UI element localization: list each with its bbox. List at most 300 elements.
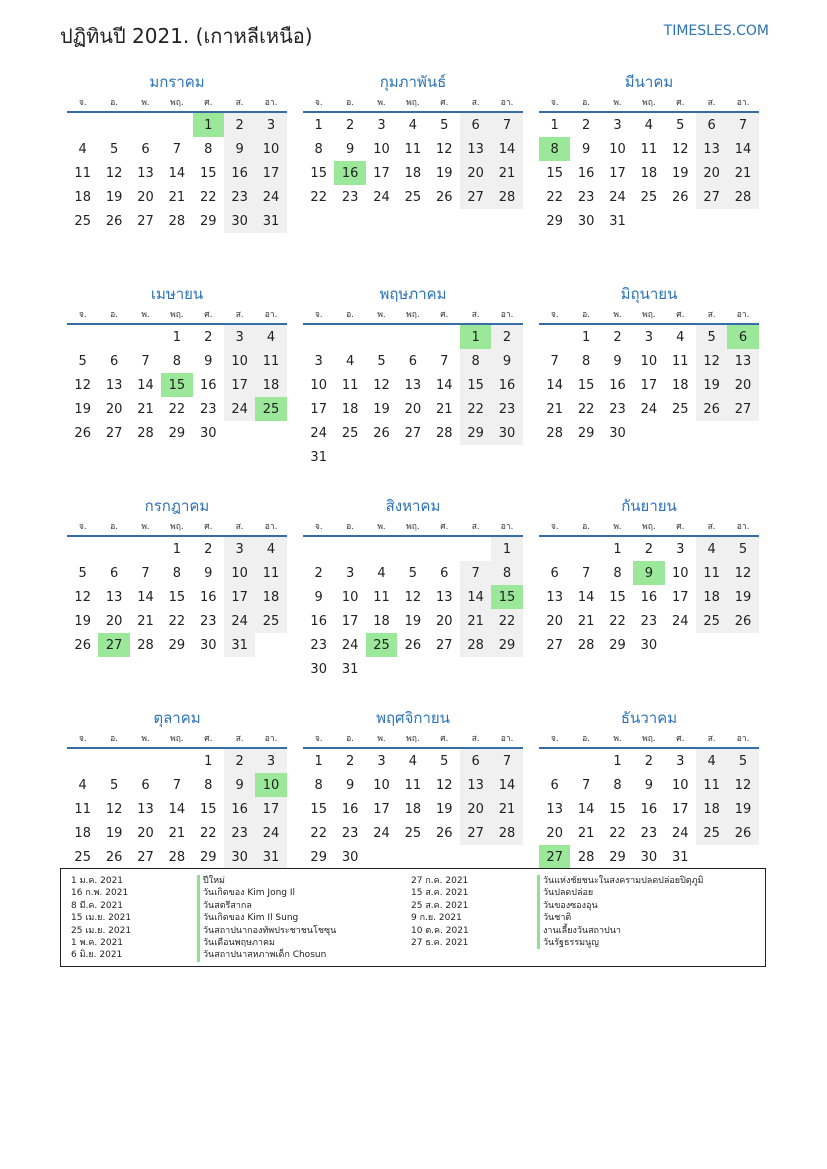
day-cell: 5 [727,537,758,561]
day-cell: 5 [676,117,685,133]
day-cell: 14 [460,585,491,609]
day-cell: 27 [460,821,491,845]
weekday-label: อ. [110,98,118,108]
day-cell: 4 [696,537,727,561]
day-cell: 1 [613,753,622,769]
weekday-label: อา. [736,310,750,320]
weekday-label: จ. [78,98,87,108]
day-cell: 28 [168,213,186,229]
day-cell: 1 [491,537,522,561]
day-cell: 27 [539,845,570,869]
day-cell: 23 [491,397,522,421]
legend-holiday-name: วันของซองอุน [537,900,598,912]
day-cell: 19 [435,801,453,817]
month-name: กรกฎาคม [144,497,210,515]
day-cell: 8 [539,137,570,161]
weekday-label: พ. [141,522,150,532]
day-cell: 20 [460,797,491,821]
empty-day-cell [429,537,460,561]
weekday-label: ศ. [440,310,449,320]
day-cell: 21 [137,401,154,417]
day-cell: 2 [644,753,653,769]
empty-day-cell [98,749,129,773]
day-cell: 28 [168,849,186,865]
day-cell: 10 [640,353,658,369]
weekday-label: ศ. [204,734,213,744]
day-cell: 24 [255,185,286,209]
weekday-label: อ. [346,310,354,320]
day-cell: 2 [613,329,622,345]
day-cell: 29 [199,213,217,229]
weekday-label: พฤ. [170,310,184,320]
day-cell: 18 [671,377,689,393]
legend-column-right [411,875,704,949]
day-cell: 28 [727,185,758,209]
legend-holiday-name: วันแห่งชัยชนะในสงครามปลดปล่อยปิตุภูมิ [537,875,704,887]
day-cell: 8 [314,777,323,793]
day-cell: 28 [491,821,522,845]
day-cell: 13 [105,377,123,393]
day-cell: 14 [168,165,186,181]
day-cell: 15 [546,165,563,181]
day-cell: 4 [345,353,355,369]
day-cell: 20 [546,825,563,841]
weekday-label: อา. [264,310,278,320]
day-cell: 1 [172,541,181,557]
day-cell: 16 [640,589,658,605]
day-cell: 24 [310,425,327,441]
day-cell: 9 [581,141,591,157]
day-cell: 15 [310,165,327,181]
day-cell: 19 [671,165,689,181]
weekday-label: ศ. [440,734,449,744]
month-block [539,496,759,708]
day-cell: 10 [255,773,286,797]
month-name: กุมภาพันธ์ [379,73,447,91]
legend-row [71,937,336,949]
day-cell: 7 [550,353,559,369]
day-cell: 12 [671,141,689,157]
weekday-label: อ. [582,734,590,744]
weekday-label: พ. [377,734,386,744]
legend-date: 9 ก.ย. 2021 [411,913,462,924]
weekday-label: ส. [471,734,480,744]
weekday-label: ส. [471,98,480,108]
weekday-label: ศ. [204,98,213,108]
weekday-label: จ. [550,734,559,744]
weekday-label: ส. [235,98,244,108]
day-cell: 3 [255,113,286,137]
day-cell: 22 [310,189,327,205]
weekday-label: จ. [314,734,323,744]
weekday-label: ศ. [676,98,685,108]
empty-day-cell [539,325,570,349]
day-cell: 9 [491,349,522,373]
day-cell: 24 [640,401,658,417]
day-cell: 21 [546,401,563,417]
day-cell: 8 [581,353,591,369]
day-cell: 23 [577,189,595,205]
month-name: มีนาคม [624,73,674,91]
day-cell: 11 [696,561,727,585]
day-cell: 14 [137,377,154,393]
empty-day-cell [539,537,570,561]
day-cell: 8 [613,777,622,793]
legend-date: 1 พ.ค. 2021 [71,938,124,949]
day-cell: 18 [255,373,286,397]
day-cell: 15 [577,377,595,393]
day-cell: 12 [373,377,390,393]
day-cell: 2 [345,117,355,133]
day-cell: 13 [546,589,563,605]
day-cell: 17 [373,801,390,817]
day-cell: 18 [341,401,359,417]
day-cell: 25 [74,849,91,865]
day-cell: 23 [224,821,255,845]
day-cell: 12 [727,773,758,797]
day-cell: 4 [676,329,685,345]
day-cell: 15 [460,373,491,397]
day-cell: 1 [460,325,491,349]
weekday-label: พ. [377,522,386,532]
day-cell: 25 [640,189,658,205]
day-cell: 18 [74,189,91,205]
day-cell: 10 [373,777,390,793]
legend-date: 10 ต.ค. 2021 [411,925,469,936]
day-cell: 29 [168,637,186,653]
legend-row [411,875,704,887]
day-cell: 29 [609,849,626,865]
legend-row [71,949,336,961]
day-cell: 26 [74,425,91,441]
weekday-label: อ. [110,522,118,532]
day-cell: 20 [460,161,491,185]
day-cell: 16 [334,161,365,185]
day-cell: 5 [109,777,119,793]
day-cell: 28 [546,425,563,441]
day-cell: 12 [696,349,727,373]
day-cell: 29 [546,213,563,229]
day-cell: 14 [727,137,758,161]
day-cell: 13 [727,349,758,373]
day-cell: 11 [640,141,658,157]
day-cell: 25 [404,825,422,841]
weekday-label: พ. [613,310,622,320]
day-cell: 8 [314,141,323,157]
day-cell: 18 [404,801,422,817]
weekday-label: จ. [78,522,87,532]
day-cell: 7 [440,353,449,369]
day-cell: 14 [137,589,154,605]
day-cell: 11 [341,377,359,393]
legend-holiday-name: วันชาติ [537,912,571,924]
day-cell: 28 [435,425,453,441]
day-cell: 26 [727,821,758,845]
day-cell: 17 [640,377,658,393]
day-cell: 12 [74,377,91,393]
day-cell: 4 [377,565,386,581]
day-cell: 25 [341,425,359,441]
day-cell: 11 [671,353,689,369]
day-cell: 8 [460,349,491,373]
weekday-header [67,519,287,533]
month-block [67,284,287,496]
day-cell: 13 [460,137,491,161]
day-cell: 18 [74,825,91,841]
month-block [303,496,523,708]
day-cell: 20 [727,373,758,397]
day-cell: 28 [137,425,154,441]
day-cell: 26 [671,189,689,205]
day-cell: 27 [460,185,491,209]
weekday-label: พฤ. [406,98,420,108]
month-block [539,72,759,284]
day-cell: 2 [224,749,255,773]
day-cell: 12 [435,141,453,157]
day-cell: 23 [341,189,359,205]
day-cell: 19 [696,373,727,397]
day-cell: 16 [224,161,255,185]
legend-row [71,925,336,937]
day-cell: 19 [105,825,123,841]
day-cell: 2 [204,541,213,557]
weekday-label: ส. [707,310,716,320]
weekday-label: ส. [707,98,716,108]
month-name: มกราคม [149,73,205,91]
day-cell: 4 [644,117,653,133]
weekday-label: อ. [582,98,590,108]
day-cell: 18 [373,613,390,629]
legend-row [411,925,704,937]
day-cell: 4 [78,141,87,157]
weekday-header [303,731,523,745]
day-cell: 30 [609,425,626,441]
day-cell: 11 [74,801,91,817]
empty-day-cell [130,113,161,137]
day-cell: 8 [172,353,181,369]
day-cell: 22 [168,401,186,417]
day-cell: 16 [640,801,658,817]
day-cell: 13 [435,589,453,605]
weekday-label: จ. [314,98,323,108]
day-cell: 30 [341,849,359,865]
day-cell: 3 [314,353,323,369]
month-name: เมษายน [150,285,204,303]
day-cell: 26 [435,825,453,841]
day-cell: 10 [255,137,286,161]
day-cell: 16 [224,797,255,821]
year-calendar-grid [67,72,760,920]
day-cell: 1 [314,117,323,133]
day-cell: 11 [404,141,422,157]
day-cell: 16 [491,373,522,397]
day-cell: 31 [671,849,689,865]
day-grid [67,749,287,869]
day-cell: 8 [613,565,622,581]
day-cell: 19 [74,613,91,629]
day-cell: 23 [609,401,626,417]
day-cell: 21 [168,189,186,205]
day-cell: 19 [727,797,758,821]
weekday-label: ส. [707,522,716,532]
weekday-label: จ. [550,310,559,320]
empty-day-cell [334,325,365,349]
legend-date: 25 เม.ย. 2021 [71,925,132,936]
day-cell: 20 [404,401,422,417]
weekday-label: พ. [613,522,622,532]
empty-day-cell [570,537,601,561]
weekday-label: ศ. [440,522,449,532]
day-cell: 7 [141,353,150,369]
day-cell: 9 [644,777,653,793]
day-cell: 14 [435,377,453,393]
legend-row [71,875,336,887]
legend-holiday-name: ปีใหม่ [197,875,225,887]
day-cell: 1 [314,753,323,769]
day-cell: 27 [98,633,129,657]
day-cell: 25 [255,397,286,421]
day-cell: 17 [341,613,359,629]
weekday-label: อ. [582,522,590,532]
day-cell: 3 [676,541,685,557]
legend-row [411,937,704,949]
day-cell: 26 [696,397,727,421]
day-cell: 14 [577,589,595,605]
day-cell: 21 [727,161,758,185]
day-cell: 17 [609,165,626,181]
weekday-label: จ. [550,98,559,108]
day-cell: 28 [577,637,595,653]
legend-column-left [71,875,336,962]
day-cell: 6 [141,777,150,793]
day-cell: 2 [581,117,591,133]
day-cell: 1 [613,541,622,557]
day-cell: 1 [193,113,224,137]
day-cell: 19 [105,189,123,205]
day-cell: 8 [204,141,213,157]
day-cell: 3 [377,753,386,769]
day-cell: 28 [460,633,491,657]
day-cell: 31 [341,661,359,677]
day-cell: 22 [546,189,563,205]
day-cell: 10 [224,349,255,373]
day-cell: 20 [137,189,154,205]
day-grid [539,113,759,233]
month-block [67,496,287,708]
day-cell: 24 [224,397,255,421]
weekday-label: ส. [471,522,480,532]
day-cell: 16 [199,377,217,393]
month-block [303,284,523,496]
day-cell: 5 [377,353,386,369]
empty-day-cell [98,537,129,561]
day-cell: 18 [255,585,286,609]
day-cell: 16 [341,801,359,817]
day-cell: 30 [577,213,595,229]
day-cell: 31 [609,213,626,229]
day-cell: 10 [341,589,359,605]
weekday-label: พ. [377,98,386,108]
day-cell: 29 [310,849,327,865]
day-cell: 26 [373,425,390,441]
month-name: มิถุนายน [620,285,678,303]
day-cell: 26 [105,849,123,865]
day-grid [303,325,523,469]
weekday-label: พฤ. [642,98,656,108]
day-cell: 22 [609,825,626,841]
day-cell: 13 [105,589,123,605]
day-cell: 18 [696,797,727,821]
day-cell: 4 [78,777,87,793]
day-cell: 6 [408,353,417,369]
empty-day-cell [130,325,161,349]
day-cell: 7 [727,113,758,137]
day-cell: 3 [224,537,255,561]
day-cell: 24 [671,825,689,841]
day-cell: 15 [609,589,626,605]
day-cell: 1 [204,753,213,769]
day-cell: 22 [609,613,626,629]
day-cell: 10 [671,565,689,581]
holiday-legend [60,868,766,967]
day-cell: 4 [696,749,727,773]
day-cell: 5 [440,117,449,133]
day-cell: 16 [609,377,626,393]
brand-link[interactable]: TIMESLES.COM [663,23,769,39]
day-cell: 25 [671,401,689,417]
legend-holiday-name: วันสตรีสากล [197,900,252,912]
day-cell: 14 [577,801,595,817]
weekday-label: ส. [471,310,480,320]
day-cell: 21 [577,613,595,629]
empty-day-cell [161,749,192,773]
weekday-label: จ. [314,310,323,320]
day-cell: 31 [224,633,255,657]
weekday-label: อา. [500,310,514,320]
day-cell: 6 [141,141,150,157]
day-cell: 7 [141,565,150,581]
day-cell: 17 [224,373,255,397]
empty-day-cell [67,749,98,773]
day-cell: 4 [408,117,417,133]
day-cell: 20 [105,401,123,417]
weekday-label: อา. [736,734,750,744]
month-name: พฤษภาคม [379,285,447,303]
weekday-label: ศ. [204,310,213,320]
day-cell: 18 [696,585,727,609]
day-cell: 6 [550,565,559,581]
day-cell: 3 [345,565,355,581]
weekday-label: อ. [110,310,118,320]
day-cell: 11 [255,349,286,373]
weekday-label: พฤ. [642,522,656,532]
day-cell: 20 [137,825,154,841]
day-cell: 1 [550,117,559,133]
day-cell: 27 [546,637,563,653]
day-cell: 24 [373,189,390,205]
day-cell: 29 [168,425,186,441]
day-cell: 6 [109,353,119,369]
day-cell: 9 [224,137,255,161]
empty-day-cell [67,537,98,561]
weekday-header [539,95,759,109]
month-block [303,72,523,284]
empty-day-cell [130,537,161,561]
day-cell: 13 [137,801,154,817]
day-cell: 24 [609,189,626,205]
day-cell: 2 [491,325,522,349]
legend-holiday-name: วันสถาปนาสหภาพเด็ก Chosun [197,949,326,961]
